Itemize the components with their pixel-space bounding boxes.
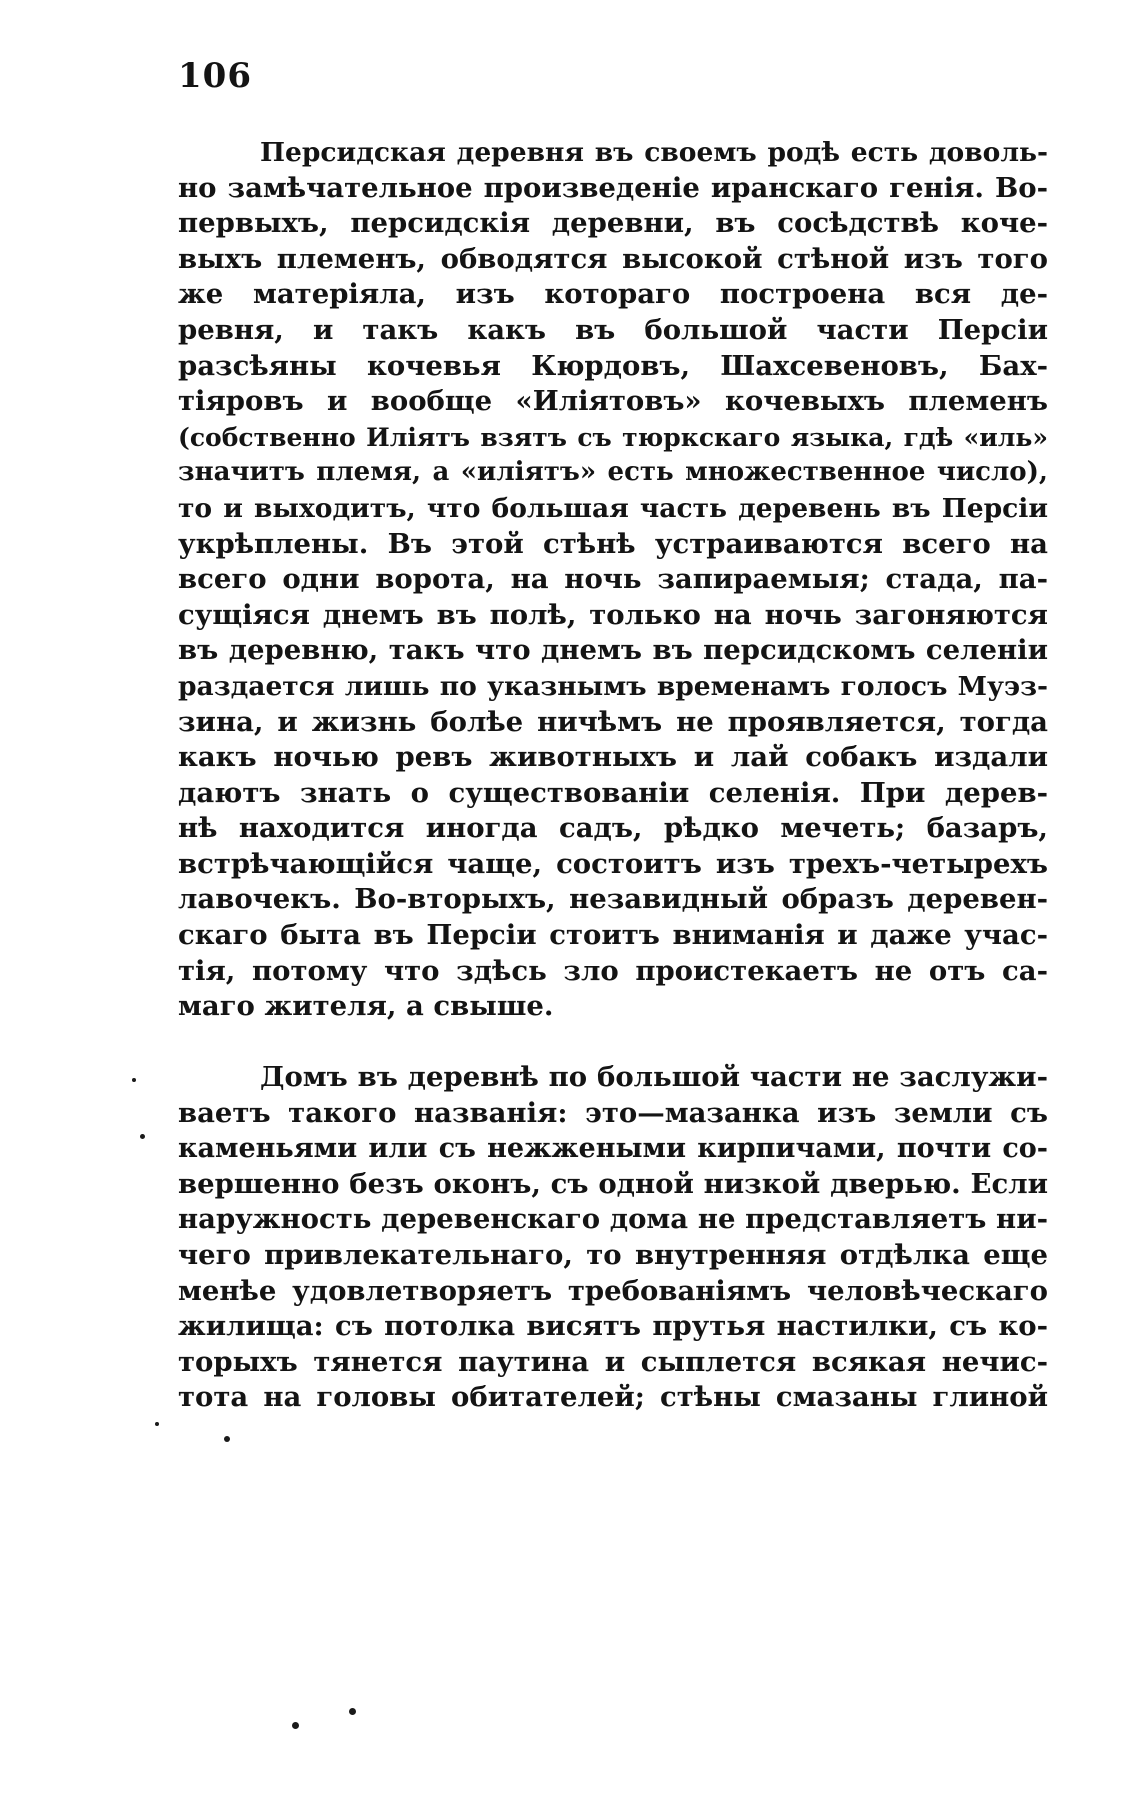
text-line: значитъ племя, а «иліятъ» есть множественное число),: [178, 457, 1048, 488]
text-line: тіяровъ и вообще «Иліятовъ» кочевыхъ племенъ: [178, 385, 1048, 418]
text-line: тія, потому что здѣсь зло проистекаетъ не отъ са-: [178, 954, 1048, 987]
text-line: раздается лишь по указнымъ временамъ голосъ Муэз-: [178, 670, 1048, 702]
text-line: первыхъ, персидскія деревни, въ сосѣдствѣ коче-: [178, 207, 1048, 240]
text-line: вершенно безъ оконъ, съ одной низкой дверью. Если: [178, 1167, 1048, 1200]
text-line: то и выходитъ, что большая часть деревень въ Персіи: [178, 492, 1048, 524]
text-line: менѣе удовлетворяетъ требованіямъ человѣческаго: [178, 1274, 1048, 1307]
scan-speck: [155, 1422, 159, 1426]
scan-speck: [349, 1708, 356, 1715]
text-line: въ деревню, такъ что днемъ въ персидскомъ селеніи: [178, 634, 1048, 667]
page-number: 106: [178, 56, 252, 96]
text-line: какъ ночью ревъ животныхъ и лай собакъ издали: [178, 741, 1048, 774]
text-line: ваетъ такого названія: это—мазанка изъ земли съ: [178, 1096, 1048, 1129]
text-line: чего привлекательнаго, то внутренняя отдѣлка еще: [178, 1238, 1048, 1271]
text-line: каменьями или съ нежжеными кирпичами, почти со-: [178, 1133, 1048, 1165]
text-line: тота на головы обитателей; стѣны смазаны глиной: [178, 1381, 1048, 1414]
scan-speck: [224, 1436, 230, 1442]
text-line: маго жителя, а свыше.: [178, 990, 554, 1023]
text-line: нѣ находится иногда садъ, рѣдко мечеть; базаръ,: [178, 812, 1048, 845]
paragraph-village-house: [178, 1060, 1048, 1416]
scan-speck: [292, 1722, 299, 1729]
text-line: Персидская деревня въ своемъ родѣ есть доволь-: [260, 137, 1048, 168]
text-line: скаго быта въ Персіи стоитъ вниманія и даже учас-: [178, 919, 1048, 952]
text-line: укрѣплены. Въ этой стѣнѣ устраиваются всего на: [178, 527, 1048, 560]
text-line: зина, и жизнь болѣе ничѣмъ не проявляется, тогда: [178, 705, 1048, 738]
text-line: же матеріяла, изъ котораго построена вся де-: [178, 278, 1048, 311]
scan-speck: [140, 1134, 145, 1139]
text-line: всего одни ворота, на ночь запираемыя; стада, па-: [178, 563, 1048, 596]
text-line: даютъ знать о существованіи селенія. При дерев-: [178, 776, 1048, 809]
text-line: ревня, и такъ какъ въ большой части Персіи: [178, 313, 1048, 346]
scan-speck: [132, 1078, 136, 1082]
text-line: наружность деревенскаго дома не представляетъ ни-: [178, 1203, 1048, 1236]
text-line: разсѣяны кочевья Кюрдовъ, Шахсевеновъ, Бах-: [178, 349, 1048, 382]
text-line: Домъ въ деревнѣ по большой части не заслужи-: [260, 1061, 1048, 1093]
text-line: встрѣчающійся чаще, состоитъ изъ трехъ-четырехъ: [178, 847, 1048, 880]
text-line: жилища: съ потолка висятъ прутья настилки, съ ко-: [178, 1310, 1048, 1343]
text-line: (собственно Иліятъ взятъ съ тюркскаго языка, гдѣ «иль»: [178, 422, 1048, 452]
text-line: выхъ племенъ, обводятся высокой стѣной изъ того: [178, 242, 1048, 275]
paragraph-village-walls: [178, 135, 1048, 1025]
text-line: лавочекъ. Во-вторыхъ, незавидный образъ деревен-: [178, 883, 1048, 916]
text-line: сущіяся днемъ въ полѣ, только на ночь загоняются: [178, 598, 1048, 631]
text-line: но замѣчательное произведеніе иранскаго генія. Во-: [178, 171, 1048, 204]
text-line: торыхъ тянется паутина и сыплется всякая нечис-: [178, 1345, 1048, 1378]
